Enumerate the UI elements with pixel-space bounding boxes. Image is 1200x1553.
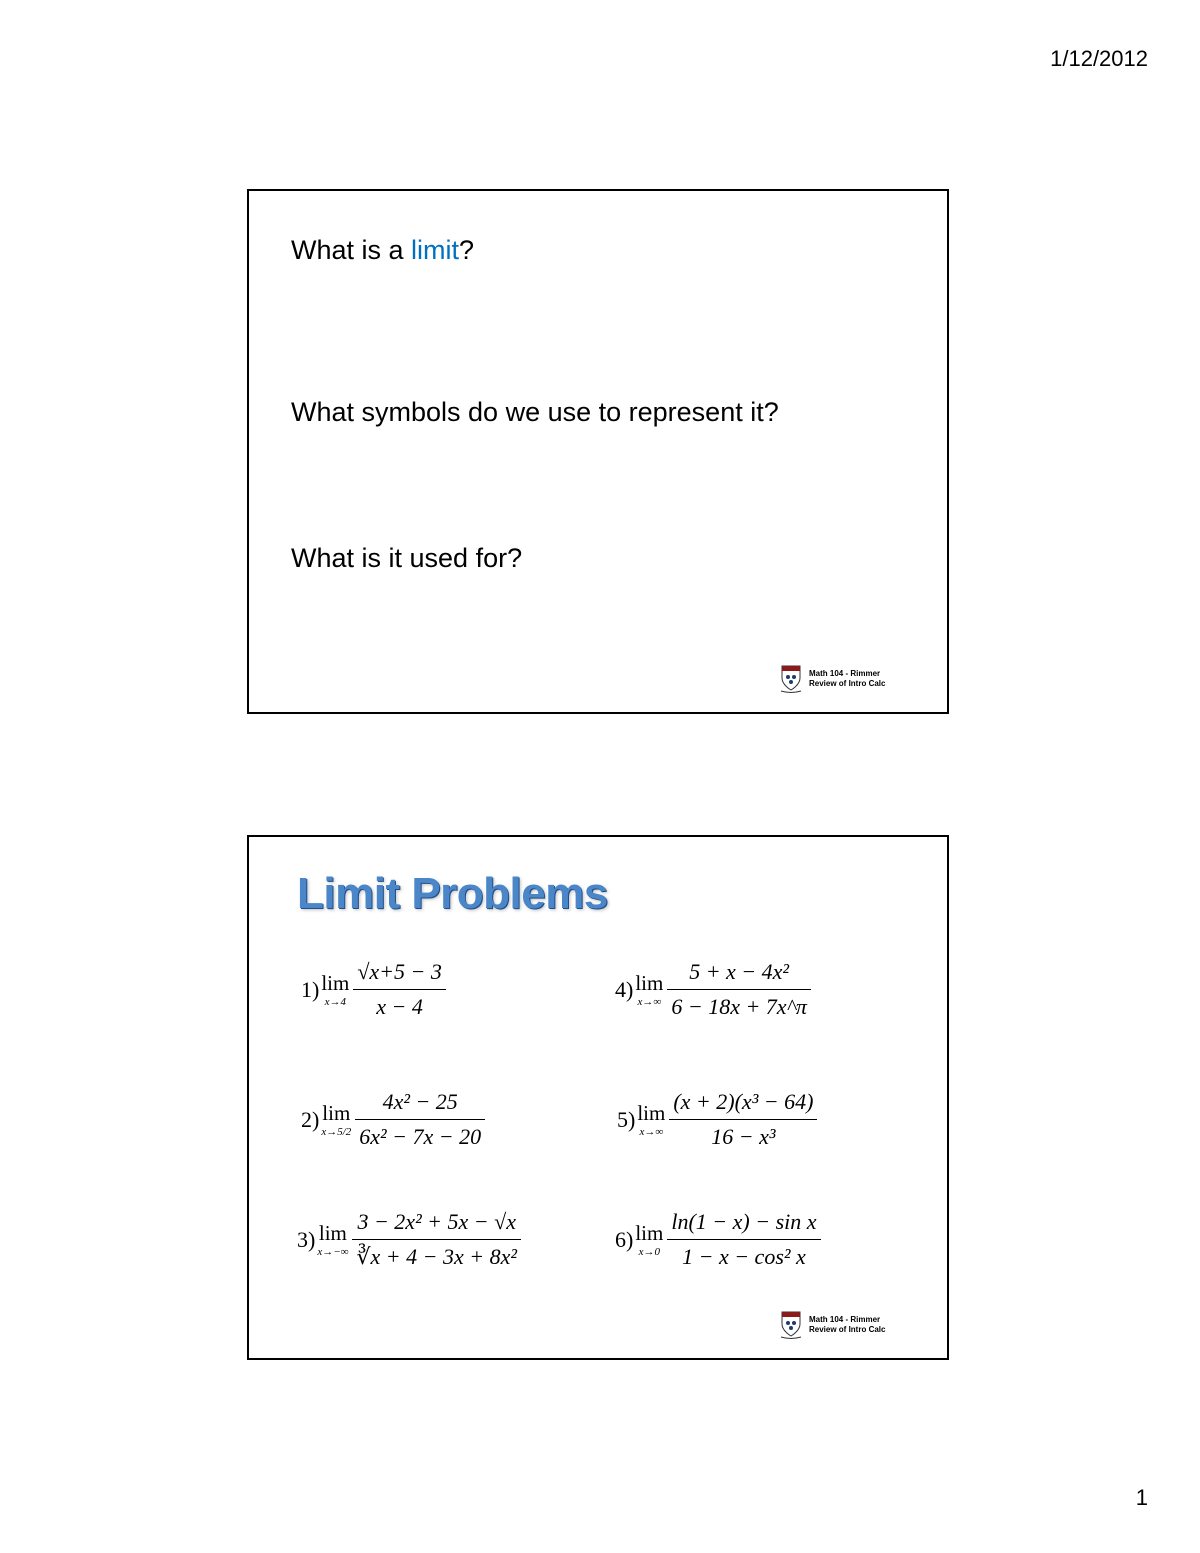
fraction — [352, 1209, 520, 1270]
fraction-bar — [352, 1239, 520, 1240]
limit-operator — [321, 972, 349, 1008]
problem-5 — [617, 1089, 817, 1150]
lim-label: lim — [321, 970, 350, 995]
lim-label: lim — [635, 1220, 664, 1245]
problem-2 — [301, 1089, 485, 1150]
question-text: What is a — [291, 235, 412, 265]
lim-label: lim — [635, 970, 664, 995]
footer-course: Math 104 - Rimmer — [809, 1315, 881, 1324]
slide-footer — [779, 664, 885, 694]
fraction — [355, 1089, 485, 1150]
footer-topic: Review of Intro Calc — [809, 1325, 886, 1334]
slide-what-is-a-limit — [247, 189, 949, 714]
denominator: x − 4 — [376, 994, 423, 1019]
denominator: 1 − x − cos² x — [682, 1244, 806, 1269]
problem-number: 3) — [297, 1226, 316, 1252]
limit-operator — [635, 972, 663, 1008]
limit-subscript: x→−∞ — [317, 1245, 349, 1258]
fraction-bar — [353, 989, 446, 990]
numerator: 4x² − 25 — [382, 1089, 458, 1114]
fraction — [669, 1089, 817, 1150]
question-what-is-limit — [291, 235, 474, 266]
question-used-for: What is it used for? — [291, 543, 523, 573]
slide-footer — [779, 1310, 885, 1340]
page-date: 1/12/2012 — [1050, 46, 1148, 71]
slide-limit-problems — [247, 835, 949, 1360]
problem-3 — [297, 1209, 521, 1270]
footer-topic: Review of Intro Calc — [809, 679, 886, 688]
fraction — [667, 1209, 820, 1270]
fraction-bar — [667, 989, 811, 990]
lim-label: lim — [322, 1100, 351, 1125]
numerator: 5 + x − 4x² — [689, 959, 790, 984]
denominator: ∛x + 4 − 3x + 8x² — [356, 1244, 517, 1269]
fraction — [353, 959, 446, 1020]
limit-operator — [321, 1102, 351, 1138]
denominator: 16 − x³ — [711, 1124, 776, 1149]
question-mark: ? — [459, 235, 475, 265]
slide-title: Limit Problems — [297, 869, 608, 918]
limit-subscript: x→4 — [324, 995, 347, 1008]
problem-number: 2) — [301, 1106, 320, 1132]
problem-6 — [615, 1209, 821, 1270]
university-crest-icon — [779, 664, 803, 694]
problem-1 — [301, 959, 446, 1020]
footer-text — [809, 1315, 885, 1335]
fraction-bar — [669, 1119, 817, 1120]
problem-number: 5) — [617, 1106, 636, 1132]
footer-course: Math 104 - Rimmer — [809, 669, 881, 678]
fraction-bar — [667, 1239, 820, 1240]
highlighted-word: limit — [411, 235, 460, 265]
lim-label: lim — [637, 1100, 666, 1125]
numerator: ln(1 − x) − sin x — [671, 1209, 817, 1234]
limit-subscript: x→∞ — [639, 1125, 664, 1138]
lim-label: lim — [318, 1220, 347, 1245]
limit-operator — [317, 1222, 348, 1258]
problem-number: 6) — [615, 1226, 634, 1252]
footer-text — [809, 669, 885, 689]
limit-subscript: x→0 — [638, 1245, 661, 1258]
limit-subscript: x→5/2 — [321, 1125, 352, 1138]
limit-operator — [637, 1102, 665, 1138]
numerator: 3 − 2x² + 5x − √x — [357, 1209, 516, 1234]
page-number: 1 — [1135, 1485, 1148, 1510]
fraction-bar — [355, 1119, 485, 1120]
denominator: 6x² − 7x − 20 — [359, 1124, 482, 1149]
question-symbols: What symbols do we use to represent it? — [291, 397, 779, 427]
problem-number: 1) — [301, 976, 320, 1002]
limit-operator — [635, 1222, 663, 1258]
problem-4 — [615, 959, 811, 1020]
denominator: 6 − 18x + 7x^π — [671, 994, 807, 1019]
fraction — [667, 959, 811, 1020]
university-crest-icon — [779, 1310, 803, 1340]
problem-number: 4) — [615, 976, 634, 1002]
problem-list — [249, 837, 947, 1358]
numerator: (x + 2)(x³ − 64) — [673, 1089, 814, 1114]
limit-subscript: x→∞ — [637, 995, 662, 1008]
numerator: √x+5 − 3 — [357, 959, 442, 984]
